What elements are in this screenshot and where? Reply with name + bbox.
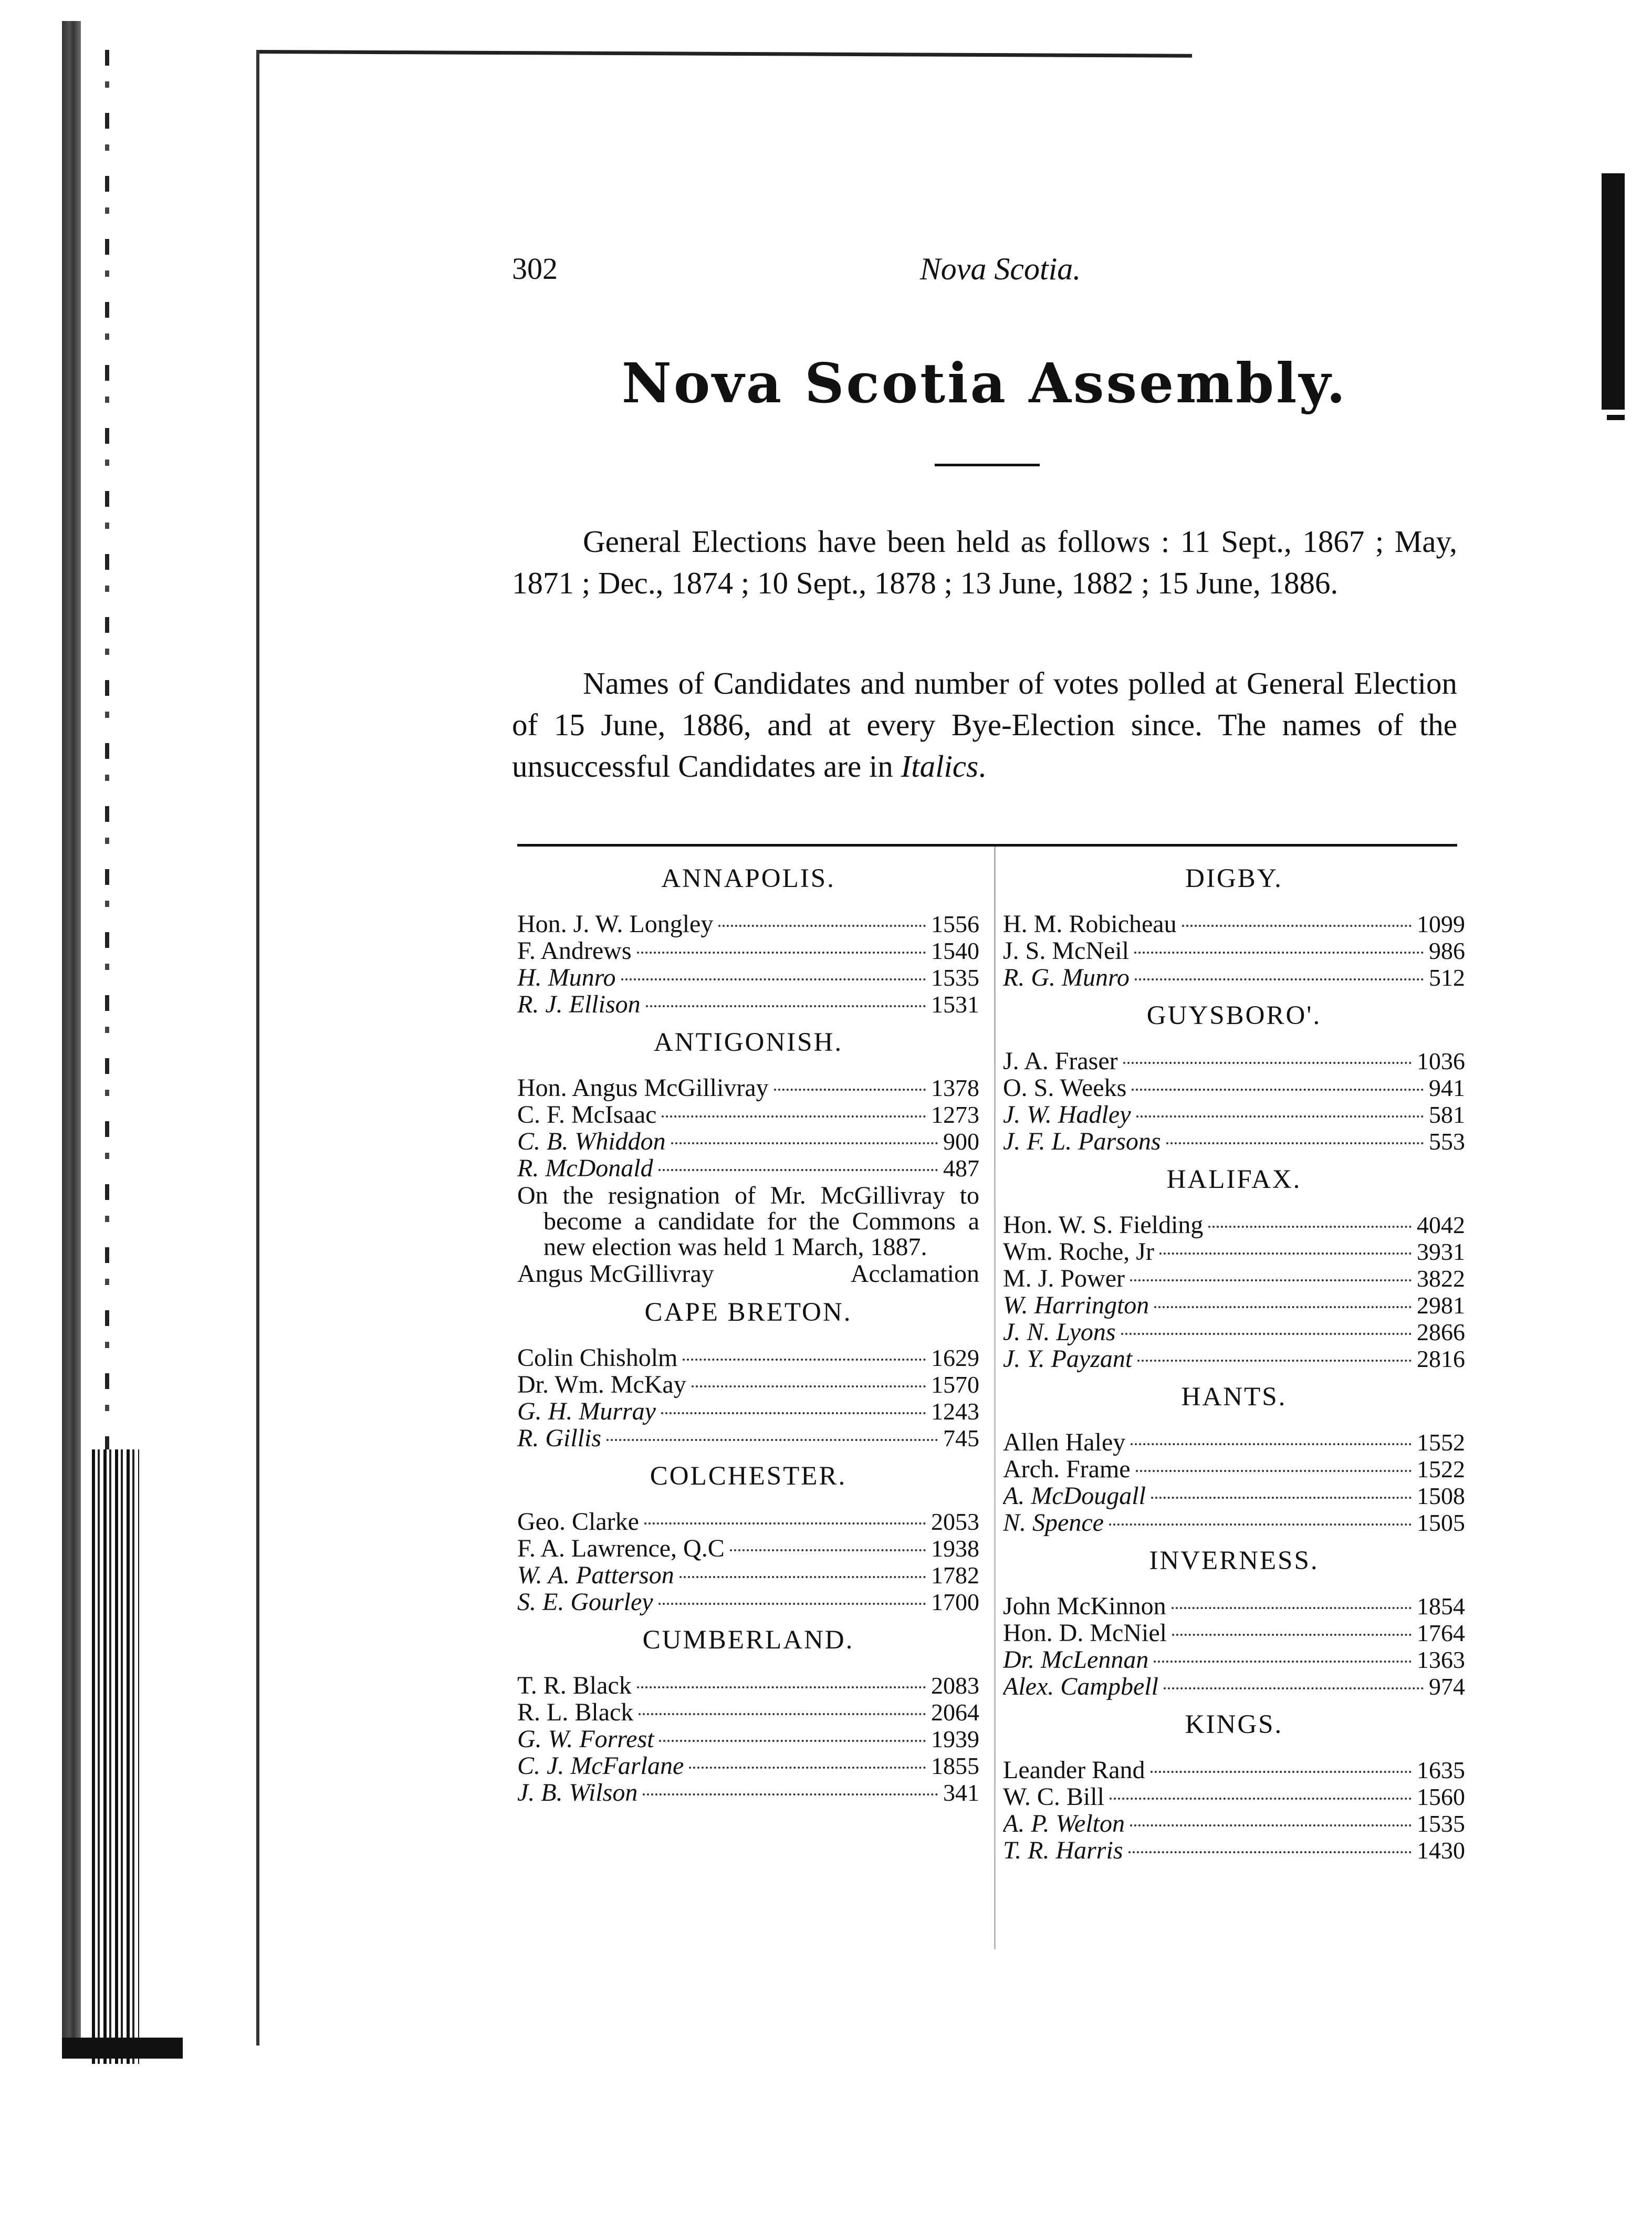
- candidate-row: [1003, 1593, 1465, 1620]
- candidate-row: [1003, 1238, 1465, 1265]
- candidate-name: C. F. McIsaac: [517, 1101, 657, 1128]
- running-title: Nova Scotia.: [919, 252, 1081, 286]
- candidate-name: F. Andrews: [517, 937, 632, 964]
- dot-leader: [658, 1603, 926, 1605]
- candidate-name: R. J. Ellison: [517, 991, 641, 1018]
- candidate-row: [517, 1752, 979, 1779]
- dot-leader: [1137, 1360, 1411, 1362]
- vote-count: 1635: [1417, 1757, 1465, 1783]
- vote-count: 1036: [1417, 1048, 1465, 1074]
- vote-count: 512: [1429, 964, 1465, 991]
- vote-count: 2981: [1417, 1292, 1465, 1319]
- candidate-name: W. Harrington: [1003, 1292, 1149, 1319]
- dot-leader: [1159, 1252, 1411, 1255]
- county-section-digby: [1003, 860, 1465, 991]
- candidate-row: [1003, 1620, 1465, 1646]
- candidate-name: John McKinnon: [1003, 1593, 1166, 1620]
- vote-count: 1535: [1417, 1810, 1465, 1837]
- vote-count: 2053: [931, 1508, 979, 1535]
- vote-count: 1560: [1417, 1783, 1465, 1810]
- candidate-name: Allen Haley: [1003, 1429, 1126, 1456]
- dot-leader: [1151, 1771, 1411, 1773]
- dot-leader: [1172, 1634, 1411, 1636]
- dot-leader: [1130, 1824, 1411, 1826]
- candidate-name: R. Gillis: [517, 1425, 602, 1452]
- county-section-colchester: [517, 1458, 979, 1615]
- candidate-name: J. F. L. Parsons: [1003, 1128, 1161, 1155]
- candidate-name: O. S. Weeks: [1003, 1074, 1127, 1101]
- county-heading: INVERNESS.: [1149, 1546, 1319, 1575]
- dot-leader: [689, 1767, 926, 1769]
- vote-count: 581: [1429, 1101, 1465, 1128]
- running-head: [512, 251, 1452, 288]
- intro-paragraph-candidates: [512, 663, 1457, 787]
- county-section-cumberland: [517, 1622, 979, 1806]
- scan-edge-shadow: [62, 21, 81, 2043]
- dot-leader: [644, 1522, 926, 1525]
- candidate-row: [517, 1101, 979, 1128]
- candidate-row: [517, 1074, 979, 1101]
- dot-leader: [643, 1793, 938, 1796]
- vote-count: 1430: [1417, 1837, 1465, 1864]
- candidate-name: J. N. Lyons: [1003, 1319, 1116, 1345]
- intro-text: General Elections have been held as follows : 11 Sept., 1867 ; May, 1871 ; Dec., 1874 ; 10 Sept., 1878 ; 13 June, 1882 ; 15 June, 1886.: [512, 524, 1457, 600]
- dot-leader: [1164, 1687, 1424, 1689]
- dot-leader: [621, 978, 926, 980]
- candidate-row: [517, 991, 979, 1018]
- county-section-guysboro: [1003, 997, 1465, 1155]
- candidate-row: [517, 1535, 979, 1562]
- candidate-row: [1003, 1837, 1465, 1864]
- dot-leader: [1166, 1142, 1424, 1144]
- dot-leader: [1121, 1333, 1411, 1335]
- dot-leader: [637, 952, 926, 954]
- results-column-left: [517, 855, 979, 1812]
- candidate-name: Arch. Frame: [1003, 1456, 1131, 1483]
- vote-count: 1764: [1417, 1620, 1465, 1646]
- intro-italic-word: Italics: [901, 749, 979, 784]
- vote-count: 1855: [931, 1752, 979, 1779]
- county-section-kings: [1003, 1706, 1465, 1864]
- county-heading: ANNAPOLIS.: [661, 864, 835, 893]
- vote-count: 1531: [931, 991, 979, 1018]
- candidate-row: [517, 1344, 979, 1371]
- vote-count: 1700: [931, 1589, 979, 1615]
- acclamation-row: [517, 1260, 979, 1288]
- dot-leader: [661, 1412, 926, 1414]
- candidate-name: H. M. Robicheau: [1003, 911, 1177, 937]
- candidate-row: [517, 1726, 979, 1752]
- candidate-name: Angus McGillivray: [517, 1260, 714, 1288]
- county-heading: HALIFAX.: [1166, 1165, 1302, 1194]
- vote-count: 341: [943, 1779, 979, 1806]
- candidate-name: J. W. Hadley: [1003, 1101, 1131, 1128]
- candidate-name: C. J. McFarlane: [517, 1752, 684, 1779]
- vote-count: 2866: [1417, 1319, 1465, 1345]
- candidate-row: [1003, 1074, 1465, 1101]
- vote-count: 1854: [1417, 1593, 1465, 1620]
- candidate-row: [1003, 1265, 1465, 1292]
- vote-count: 1552: [1417, 1429, 1465, 1456]
- vote-count: 1099: [1417, 911, 1465, 937]
- candidate-name: Dr. Wm. McKay: [517, 1371, 686, 1398]
- candidate-row: [517, 911, 979, 937]
- candidate-name: R. McDonald: [517, 1155, 653, 1182]
- candidate-row: [517, 1371, 979, 1398]
- candidate-row: [1003, 1509, 1465, 1536]
- candidate-name: G. H. Murray: [517, 1398, 656, 1425]
- vote-count: 1629: [931, 1344, 979, 1371]
- county-heading: CUMBERLAND.: [642, 1625, 854, 1655]
- county-section-annapolis: [517, 860, 979, 1018]
- dot-leader: [671, 1142, 938, 1144]
- candidate-name: A. McDougall: [1003, 1483, 1146, 1509]
- intro-paragraph-elections: [512, 521, 1457, 604]
- vote-count: 1363: [1417, 1646, 1465, 1673]
- candidate-name: H. Munro: [517, 964, 616, 991]
- candidate-name: Hon. D. McNiel: [1003, 1620, 1167, 1646]
- dot-leader: [1172, 1607, 1411, 1609]
- candidate-name: J. Y. Payzant: [1003, 1345, 1133, 1372]
- dot-leader: [730, 1549, 926, 1551]
- vote-count: 1540: [931, 937, 979, 964]
- vote-count: 1522: [1417, 1456, 1465, 1483]
- candidate-name: J. S. McNeil: [1003, 937, 1129, 964]
- vote-count: 1535: [931, 964, 979, 991]
- dot-leader: [639, 1713, 926, 1715]
- candidate-name: Hon. W. S. Fielding: [1003, 1212, 1204, 1238]
- vote-count: 1243: [931, 1398, 979, 1425]
- candidate-row: [1003, 1673, 1465, 1700]
- candidate-row: [517, 1508, 979, 1535]
- candidate-name: J. A. Fraser: [1003, 1048, 1118, 1074]
- results-column-right: [1003, 855, 1465, 1870]
- page-border: [257, 50, 1192, 58]
- dot-leader: [1134, 952, 1424, 954]
- dot-leader: [646, 1005, 926, 1007]
- dot-leader: [1151, 1497, 1411, 1499]
- dot-leader: [1109, 1523, 1411, 1526]
- candidate-name: Wm. Roche, Jr: [1003, 1238, 1154, 1265]
- vote-count: 941: [1429, 1074, 1465, 1101]
- candidate-row: [1003, 1456, 1465, 1483]
- dot-leader: [718, 925, 926, 927]
- candidate-row: [1003, 1101, 1465, 1128]
- county-section-antigonish: [517, 1024, 979, 1288]
- vote-count: 2064: [931, 1699, 979, 1726]
- candidate-row: [1003, 1646, 1465, 1673]
- dot-leader: [1136, 1115, 1424, 1118]
- county-heading: ANTIGONISH.: [653, 1028, 843, 1057]
- dot-leader: [1182, 925, 1411, 927]
- dot-leader: [683, 1359, 926, 1361]
- candidate-row: [517, 1779, 979, 1806]
- county-heading: COLCHESTER.: [650, 1462, 847, 1491]
- dot-leader: [1110, 1798, 1411, 1800]
- candidate-row: [1003, 1483, 1465, 1509]
- page-number: 302: [512, 252, 558, 286]
- candidate-name: R. L. Black: [517, 1699, 634, 1726]
- candidate-name: A. P. Welton: [1003, 1810, 1125, 1837]
- candidate-name: N. Spence: [1003, 1509, 1104, 1536]
- candidate-name: J. B. Wilson: [517, 1779, 638, 1806]
- candidate-name: T. R. Harris: [1003, 1837, 1123, 1864]
- dot-leader: [1130, 1279, 1411, 1281]
- candidate-name: M. J. Power: [1003, 1265, 1125, 1292]
- dot-leader: [658, 1169, 938, 1171]
- vote-count: 1939: [931, 1726, 979, 1752]
- candidate-row: [517, 1562, 979, 1589]
- table-top-rule: [517, 844, 1457, 847]
- candidate-row: [1003, 1048, 1465, 1074]
- scan-edge-shadow: [1607, 415, 1625, 420]
- dot-leader: [1154, 1306, 1411, 1308]
- vote-count: 1938: [931, 1535, 979, 1562]
- vote-count: 3931: [1417, 1238, 1465, 1265]
- vote-count: 900: [943, 1128, 979, 1155]
- scan-edge-shadow: [62, 2038, 183, 2059]
- county-section-inverness: [1003, 1542, 1465, 1700]
- bye-election-note: On the resignation of Mr. McGillivray to become a candidate for the Commons a new election was held 1 March, 1887.: [517, 1182, 979, 1261]
- candidate-name: W. A. Patterson: [517, 1562, 674, 1589]
- candidate-name: F. A. Lawrence, Q.C: [517, 1535, 725, 1562]
- vote-count: 1505: [1417, 1509, 1465, 1536]
- vote-count: 1556: [931, 911, 979, 937]
- vote-count: 487: [943, 1155, 979, 1182]
- candidate-row: [1003, 1810, 1465, 1837]
- county-heading: HANTS.: [1181, 1382, 1287, 1412]
- scan-edge-shadow: [92, 1449, 139, 2064]
- vote-count: 1273: [931, 1101, 979, 1128]
- candidate-row: [517, 1425, 979, 1452]
- candidate-row: [517, 1589, 979, 1615]
- page-title: Nova Scotia Assembly.: [621, 351, 1348, 415]
- candidate-name: S. E. Gourley: [517, 1589, 653, 1615]
- vote-count: 2816: [1417, 1345, 1465, 1372]
- scan-edge-shadow: [1602, 173, 1625, 410]
- page-border: [256, 50, 259, 2045]
- candidate-row: [1003, 911, 1465, 937]
- dot-leader: [662, 1115, 926, 1118]
- candidate-row: [1003, 1292, 1465, 1319]
- dot-leader: [607, 1439, 938, 1441]
- candidate-name: Colin Chisholm: [517, 1344, 678, 1371]
- vote-count: 986: [1429, 937, 1465, 964]
- candidate-name: W. C. Bill: [1003, 1783, 1104, 1810]
- vote-count: 1378: [931, 1074, 979, 1101]
- candidate-row: [517, 937, 979, 964]
- candidate-name: T. R. Black: [517, 1672, 632, 1699]
- candidate-name: G. W. Forrest: [517, 1726, 654, 1752]
- county-section-halifax: [1003, 1161, 1465, 1372]
- county-heading: KINGS.: [1185, 1710, 1283, 1739]
- dot-leader: [1136, 1470, 1411, 1472]
- candidate-name: Geo. Clarke: [517, 1508, 639, 1535]
- county-heading: GUYSBORO'.: [1146, 1001, 1322, 1030]
- vote-count: 745: [943, 1425, 979, 1452]
- dot-leader: [659, 1740, 926, 1742]
- candidate-row: [517, 1155, 979, 1182]
- dot-leader: [637, 1686, 926, 1688]
- county-section-hants: [1003, 1379, 1465, 1536]
- candidate-row: [1003, 964, 1465, 991]
- title-divider: [935, 464, 1040, 466]
- dot-leader: [692, 1385, 926, 1387]
- candidate-name: C. B. Whiddon: [517, 1128, 666, 1155]
- candidate-name: R. G. Munro: [1003, 964, 1130, 991]
- vote-count: 3822: [1417, 1265, 1465, 1292]
- vote-count: 1508: [1417, 1483, 1465, 1509]
- candidate-name: Alex. Campbell: [1003, 1673, 1158, 1700]
- dot-leader: [1208, 1226, 1411, 1228]
- candidate-row: [1003, 1783, 1465, 1810]
- intro-text: Names of Candidates and number of votes polled at General Election of 15 June, 1886, and at every Bye-Election since. The names of the unsuccessful Candidates are in: [512, 666, 1457, 784]
- candidate-row: [517, 1699, 979, 1726]
- vote-count: 1570: [931, 1371, 979, 1398]
- candidate-row: [1003, 1757, 1465, 1783]
- vote-count: 974: [1429, 1673, 1465, 1700]
- vote-count: 553: [1429, 1128, 1465, 1155]
- candidate-row: [1003, 1319, 1465, 1345]
- vote-count: 2083: [931, 1672, 979, 1699]
- dot-leader: [774, 1089, 926, 1091]
- candidate-row: [1003, 1128, 1465, 1155]
- column-divider: [994, 847, 996, 1949]
- candidate-name: Hon. Angus McGillivray: [517, 1074, 769, 1101]
- candidate-row: [517, 1398, 979, 1425]
- candidate-row: [1003, 937, 1465, 964]
- candidate-row: [1003, 1212, 1465, 1238]
- dot-leader: [1128, 1851, 1412, 1853]
- county-section-cape-breton: [517, 1294, 979, 1452]
- dot-leader: [1154, 1661, 1411, 1663]
- candidate-row: [517, 964, 979, 991]
- candidate-name: Hon. J. W. Longley: [517, 911, 714, 937]
- candidate-name: Dr. McLennan: [1003, 1646, 1149, 1673]
- dot-leader: [1123, 1062, 1411, 1064]
- county-heading: DIGBY.: [1185, 864, 1283, 893]
- intro-text-end: .: [978, 749, 986, 784]
- candidate-row: [1003, 1429, 1465, 1456]
- candidate-row: [517, 1128, 979, 1155]
- acclamation-label: Acclamation: [850, 1260, 979, 1288]
- dot-leader: [679, 1576, 926, 1578]
- vote-count: 4042: [1417, 1212, 1465, 1238]
- dot-leader: [1132, 1089, 1424, 1091]
- dot-leader: [1131, 1443, 1411, 1445]
- county-heading: CAPE BRETON.: [644, 1298, 852, 1327]
- dot-leader: [1135, 978, 1424, 980]
- candidate-name: Leander Rand: [1003, 1757, 1145, 1783]
- vote-count: 1782: [931, 1562, 979, 1589]
- candidate-row: [1003, 1345, 1465, 1372]
- candidate-row: [517, 1672, 979, 1699]
